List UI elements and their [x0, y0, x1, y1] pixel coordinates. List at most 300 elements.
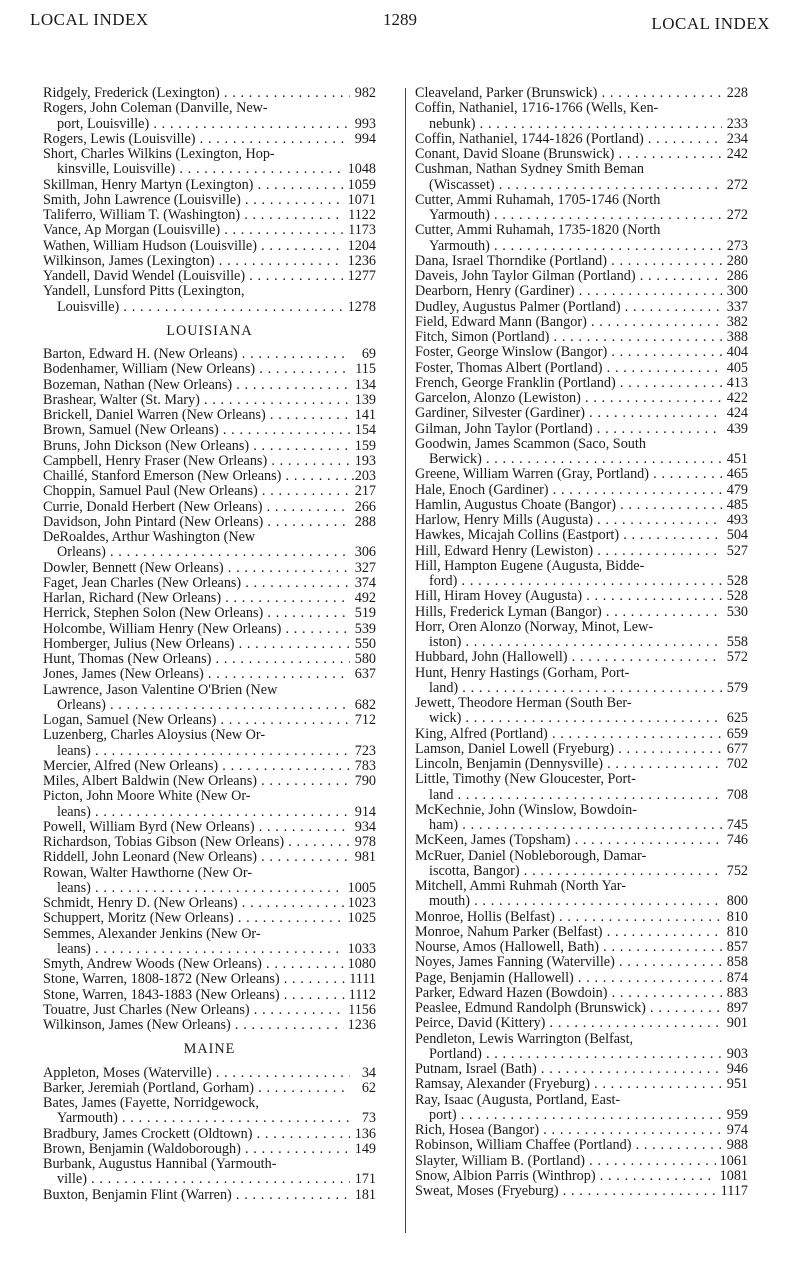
entry-name: Garcelon, Alonzo (Lewiston) . . . — [415, 391, 722, 406]
entry-line — [415, 208, 748, 223]
index-entry — [43, 683, 376, 714]
index-entry — [415, 132, 748, 147]
entry-line — [43, 744, 376, 759]
entry-line — [415, 818, 748, 833]
index-entry — [43, 147, 376, 178]
entry-line — [43, 86, 376, 101]
entry-page-number: 580 — [354, 651, 376, 667]
index-entry — [415, 284, 748, 299]
index-column-right — [415, 86, 748, 1199]
entry-name: Daveis, John Taylor Gilman (Portland) . . . — [415, 269, 722, 284]
entry-page-number: 579 — [726, 679, 748, 696]
entry-text-line: Lawrence, Jason Valentine O'Brien (New — [43, 681, 278, 698]
index-entry — [415, 193, 748, 224]
entry-line — [43, 439, 376, 454]
entry-line — [43, 805, 376, 820]
entry-page-number: 901 — [726, 1015, 748, 1032]
entry-text-line: Yandell, Lunsford Pitts (Lexington, — [43, 283, 245, 300]
index-entry — [415, 1016, 748, 1031]
entry-line — [43, 576, 376, 591]
entry-line — [415, 391, 748, 406]
entry-name: port, Louisville) . . . — [57, 117, 350, 132]
entry-name: Field, Edward Mann (Bangor) . . . — [415, 315, 722, 330]
index-entry — [43, 561, 376, 576]
entry-name: Orleans) . . . — [57, 698, 350, 713]
entry-line — [415, 467, 748, 482]
entry-page-number: 413 — [726, 374, 748, 391]
entry-line — [415, 1154, 748, 1169]
entry-line — [43, 162, 376, 177]
entry-name: Bodenhamer, William (New Orleans) . . . — [43, 362, 350, 377]
entry-name: Schuppert, Moritz (New Orleans) . . . — [43, 911, 344, 926]
entry-name: Barker, Jeremiah (Portland, Gorham) . . . — [43, 1081, 350, 1096]
entry-line — [415, 269, 748, 284]
index-entry — [415, 406, 748, 421]
entry-name: Brown, Benjamin (Waldoborough) . . . — [43, 1142, 350, 1157]
index-entry — [43, 667, 376, 682]
entry-line — [43, 820, 376, 835]
entry-name: Page, Benjamin (Hallowell) . . . — [415, 971, 722, 986]
entry-name: leans) . . . — [57, 942, 344, 957]
entry-line — [415, 971, 748, 986]
entry-line — [43, 774, 376, 789]
entry-page-number: 530 — [726, 603, 748, 620]
index-entry — [415, 559, 748, 590]
index-entry — [43, 896, 376, 911]
index-entry — [43, 606, 376, 621]
entry-name: Skillman, Henry Martyn (Lexington) . . . — [43, 178, 344, 193]
entry-line — [415, 452, 748, 467]
entry-page-number: 1156 — [348, 1001, 376, 1018]
index-entry — [43, 515, 376, 530]
entry-name: Brashear, Walter (St. Mary) . . . — [43, 393, 350, 408]
entry-page-number: 800 — [726, 893, 748, 910]
entry-page-number: 974 — [726, 1122, 748, 1138]
entry-name: Chaillé, Stanford Emerson (New Orleans) . . . — [43, 469, 347, 484]
entry-page-number: 266 — [354, 498, 376, 515]
entry-line — [415, 528, 748, 543]
entry-name: Lamson, Daniel Lowell (Fryeburg) . . . — [415, 742, 722, 757]
index-entry — [415, 223, 748, 254]
entry-text-line: Jewett, Theodore Herman (South Ber- — [415, 695, 632, 711]
index-entry — [43, 86, 376, 101]
entry-page-number: 62 — [361, 1079, 376, 1096]
entry-line — [415, 833, 748, 848]
entry-page-number: 154 — [354, 422, 376, 439]
index-entry — [43, 988, 376, 1003]
entry-page-number: 479 — [726, 481, 748, 498]
index-entry — [415, 345, 748, 360]
entry-name: Riddell, John Leonard (New Orleans) . . . — [43, 850, 350, 865]
state-heading: MAINE — [183, 1041, 236, 1058]
entry-text-line: Cushman, Nathan Sydney Smith Beman — [415, 161, 644, 178]
entry-line — [415, 86, 748, 101]
entry-page-number: 951 — [726, 1076, 748, 1093]
entry-line — [415, 727, 748, 742]
index-entry — [43, 850, 376, 865]
entry-name: Homberger, Julius (New Orleans) . . . — [43, 637, 350, 652]
entry-line — [415, 894, 748, 909]
index-entry — [415, 269, 748, 284]
entry-name: Hill, Edward Henry (Lewiston) . . . — [415, 544, 722, 559]
entry-name: Miles, Albert Baldwin (New Orleans) . . . — [43, 774, 350, 789]
entry-page-number: 280 — [726, 252, 748, 269]
entry-line — [43, 117, 376, 132]
index-entry — [415, 971, 748, 986]
entry-page-number: 857 — [726, 939, 748, 955]
entry-line — [415, 178, 748, 193]
entry-name: land . . . — [429, 788, 722, 803]
entry-name: Ramsay, Alexander (Fryeburg) . . . — [415, 1077, 722, 1092]
entry-line — [43, 1188, 376, 1203]
entry-name: Choppin, Samuel Paul (New Orleans) . . . — [43, 484, 350, 499]
entry-name: leans) . . . — [57, 744, 350, 759]
entry-name: Harlan, Richard (New Orleans) . . . — [43, 591, 350, 606]
entry-page-number: 424 — [726, 405, 748, 422]
entry-line — [43, 911, 376, 926]
entry-page-number: 465 — [726, 466, 748, 483]
index-entry — [415, 925, 748, 940]
entry-name: ford) . . . — [429, 574, 722, 589]
index-entry — [43, 1066, 376, 1081]
entry-page-number: 134 — [354, 376, 376, 393]
index-entry — [43, 652, 376, 667]
entry-name: Gardiner, Silvester (Gardiner) . . . — [415, 406, 722, 421]
entry-page-number: 115 — [355, 361, 376, 378]
entry-name: Slayter, William B. (Portland) . . . — [415, 1154, 716, 1169]
entry-name: Portland) . . . — [429, 1047, 722, 1062]
entry-line — [43, 850, 376, 865]
entry-page-number: 539 — [354, 620, 376, 637]
index-entry — [415, 254, 748, 269]
entry-name: Jones, James (New Orleans) . . . — [43, 667, 350, 682]
index-entry — [415, 1184, 748, 1199]
index-entry — [43, 178, 376, 193]
entry-name: Coffin, Nathaniel, 1744-1826 (Portland) . . . — [415, 132, 722, 147]
index-entry — [415, 1154, 748, 1169]
entry-name: Hamlin, Augustus Choate (Bangor) . . . — [415, 498, 722, 513]
entry-line — [43, 484, 376, 499]
entry-text-line: Cutter, Ammi Ruhamah, 1735-1820 (North — [415, 222, 661, 239]
entry-page-number: .203 — [351, 468, 376, 484]
entry-name: Wilkinson, James (Lexington) . . . — [43, 254, 344, 269]
entry-line — [415, 1062, 748, 1077]
entry-name: Robinson, William Chaffee (Portland) . . . — [415, 1138, 722, 1153]
entry-line — [415, 1138, 748, 1153]
index-entry — [43, 530, 376, 561]
entry-page-number: 790 — [354, 773, 376, 789]
entry-name: Peaslee, Edmund Randolph (Brunswick) . . . — [415, 1001, 722, 1016]
index-entry — [43, 378, 376, 393]
entry-line — [415, 605, 748, 620]
index-entry — [43, 1142, 376, 1157]
entry-page-number: 1173 — [348, 222, 376, 239]
entry-name: Stone, Warren, 1808-1872 (New Orleans) . . . — [43, 972, 345, 987]
entry-name: King, Alfred (Portland) . . . — [415, 727, 722, 742]
index-entry — [43, 469, 376, 484]
entry-name: Foster, George Winslow (Bangor) . . . — [415, 345, 722, 360]
index-entry — [43, 1096, 376, 1127]
entry-page-number: 327 — [354, 559, 376, 576]
index-entry — [415, 620, 748, 651]
entry-page-number: 1071 — [347, 191, 376, 208]
entry-page-number: 897 — [726, 1000, 748, 1016]
entry-name: mouth) . . . — [429, 894, 722, 909]
index-entry — [415, 483, 748, 498]
entry-page-number: 1080 — [347, 956, 376, 972]
entry-line — [415, 513, 748, 528]
entry-line — [415, 284, 748, 299]
entry-line — [43, 378, 376, 393]
entry-text-line: Luzenberg, Charles Aloysius (New Or- — [43, 727, 266, 744]
entry-line — [43, 1018, 376, 1033]
entry-line — [415, 681, 748, 696]
entry-name: Currie, Donald Herbert (New Orleans) . . . — [43, 500, 350, 515]
index-entry — [415, 101, 748, 132]
entry-page-number: 149 — [354, 1140, 376, 1157]
entry-name: Touatre, Just Charles (New Orleans) . . . — [43, 1003, 344, 1018]
entry-page-number: 193 — [354, 452, 376, 469]
index-entry — [43, 576, 376, 591]
entry-name: Bradbury, James Crockett (Oldtown) . . . — [43, 1127, 350, 1142]
entry-name: Harlow, Henry Mills (Augusta) . . . — [415, 513, 722, 528]
entry-line — [43, 469, 376, 484]
entry-page-number: 637 — [354, 666, 376, 683]
entry-name: Hunt, Thomas (New Orleans) . . . — [43, 652, 350, 667]
entry-line — [43, 942, 376, 957]
entry-page-number: 300 — [726, 283, 748, 300]
index-entry — [43, 500, 376, 515]
index-entry — [43, 774, 376, 789]
index-entry — [415, 1077, 748, 1092]
entry-line — [43, 667, 376, 682]
entry-page-number: 810 — [726, 908, 748, 925]
entry-name: McKeen, James (Topsham) . . . — [415, 833, 722, 848]
index-entry — [415, 1123, 748, 1138]
index-entry — [43, 193, 376, 208]
index-entry — [415, 162, 748, 193]
index-entry — [43, 239, 376, 254]
entry-name: Dudley, Augustus Palmer (Portland) . . . — [415, 300, 722, 315]
entry-page-number: 708 — [726, 786, 748, 803]
entry-page-number: 783 — [354, 757, 376, 774]
index-entry — [415, 315, 748, 330]
index-entry — [415, 361, 748, 376]
entry-page-number: 422 — [726, 390, 748, 406]
index-entry — [415, 757, 748, 772]
entry-page-number: 1005 — [347, 879, 376, 896]
entry-name: Wathen, William Hudson (Louisville) . . . — [43, 239, 344, 254]
column-divider — [405, 88, 406, 1233]
entry-name: Berwick) . . . — [429, 452, 722, 467]
index-entry — [415, 1169, 748, 1184]
entry-page-number: 914 — [354, 803, 376, 820]
entry-page-number: 1059 — [347, 176, 376, 193]
index-entry — [415, 879, 748, 910]
index-entry — [43, 637, 376, 652]
entry-name: Campbell, Henry Fraser (New Orleans) . . . — [43, 454, 350, 469]
entry-name: Rogers, Lewis (Louisville) . . . — [43, 132, 350, 147]
entry-line — [415, 925, 748, 940]
entry-name: Vance, Ap Morgan (Louisville) . . . — [43, 223, 344, 238]
entry-name: Logan, Samuel (New Orleans) . . . — [43, 713, 350, 728]
entry-name: Cleaveland, Parker (Brunswick) . . . — [415, 86, 722, 101]
index-entry — [415, 498, 748, 513]
index-entry — [43, 1003, 376, 1018]
index-entry — [43, 1081, 376, 1096]
entry-line — [415, 635, 748, 650]
entry-page-number: 405 — [726, 359, 748, 376]
entry-line — [43, 561, 376, 576]
index-entry — [43, 408, 376, 423]
index-entry — [415, 727, 748, 742]
entry-name: Smyth, Andrew Woods (New Orleans) . . . — [43, 957, 344, 972]
entry-name: Louisville) . . . — [57, 300, 344, 315]
entry-page-number: 217 — [354, 483, 376, 500]
entry-page-number: 485 — [726, 496, 748, 513]
index-entry — [415, 391, 748, 406]
entry-text-line: Horr, Oren Alonzo (Norway, Minot, Lew- — [415, 618, 654, 635]
entry-text-line: Little, Timothy (New Gloucester, Port- — [415, 771, 636, 788]
index-entry — [43, 820, 376, 835]
entry-line — [43, 132, 376, 147]
entry-line — [415, 955, 748, 970]
entry-text-line: DeRoaldes, Arthur Washington (New — [43, 529, 256, 545]
entry-line — [43, 393, 376, 408]
entry-name: Herrick, Stephen Solon (New Orleans) . . . — [43, 606, 350, 621]
index-entry — [43, 957, 376, 972]
entry-page-number: 1204 — [347, 237, 376, 254]
entry-page-number: 272 — [726, 207, 748, 223]
entry-page-number: 1033 — [347, 940, 376, 957]
entry-page-number: 1278 — [347, 298, 376, 315]
entry-page-number: 682 — [354, 696, 376, 713]
entry-page-number: 659 — [726, 725, 748, 742]
entry-line — [415, 757, 748, 772]
entry-page-number: 234 — [726, 130, 748, 147]
entry-page-number: 493 — [726, 512, 748, 528]
entry-text-line: Short, Charles Wilkins (Lexington, Hop- — [43, 146, 275, 162]
entry-text-line: Hunt, Henry Hastings (Gorham, Port- — [415, 664, 630, 681]
entry-page-number: 712 — [354, 712, 376, 728]
index-entry — [415, 1093, 748, 1124]
entry-name: Richardson, Tobias Gibson (New Orleans) . . . — [43, 835, 350, 850]
index-entry — [415, 803, 748, 834]
entry-page-number: 1023 — [347, 895, 376, 911]
entry-page-number: 181 — [354, 1186, 376, 1203]
entry-page-number: 1025 — [347, 910, 376, 927]
index-entry — [415, 86, 748, 101]
entry-name: Conant, David Sloane (Brunswick) . . . — [415, 147, 722, 162]
entry-line — [43, 239, 376, 254]
entry-name: Ridgely, Frederick (Lexington) . . . — [43, 86, 350, 101]
entry-line — [415, 1184, 748, 1199]
entry-line — [43, 500, 376, 515]
entry-line — [415, 147, 748, 162]
entry-name: Yarmouth) . . . — [429, 239, 722, 254]
entry-text-line: Goodwin, James Scammon (Saco, South — [415, 435, 646, 452]
entry-line — [43, 362, 376, 377]
index-entry — [43, 132, 376, 147]
entry-name: Hubbard, John (Hallowell) . . . — [415, 650, 722, 665]
entry-name: Buxton, Benjamin Flint (Warren) . . . — [43, 1188, 350, 1203]
entry-name: Yarmouth) . . . — [57, 1111, 350, 1126]
index-entry — [415, 467, 748, 482]
index-entry — [415, 330, 748, 345]
entry-line — [43, 606, 376, 621]
entry-page-number: 519 — [354, 605, 376, 622]
entry-name: Nourse, Amos (Hallowell, Bath) . . . — [415, 940, 722, 955]
entry-name: Orleans) . . . — [57, 545, 350, 560]
entry-page-number: 286 — [726, 268, 748, 284]
entry-line — [43, 545, 376, 560]
index-entry — [43, 927, 376, 958]
entry-name: ham) . . . — [429, 818, 722, 833]
entry-page-number: 272 — [726, 176, 748, 193]
index-entry — [43, 713, 376, 728]
entry-name: Monroe, Hollis (Belfast) . . . — [415, 910, 722, 925]
entry-line — [415, 1016, 748, 1031]
entry-name: kinsville, Louisville) . . . — [57, 162, 344, 177]
entry-name: Brown, Samuel (New Orleans) . . . — [43, 423, 350, 438]
entry-line — [415, 361, 748, 376]
entry-name: Noyes, James Fanning (Waterville) . . . — [415, 955, 722, 970]
entry-text-line: Hill, Hampton Eugene (Augusta, Bidde- — [415, 557, 645, 574]
entry-line — [43, 454, 376, 469]
entry-line — [43, 1142, 376, 1157]
index-entry — [415, 605, 748, 620]
index-entry — [43, 866, 376, 897]
entry-line — [43, 347, 376, 362]
index-entry — [43, 911, 376, 926]
entry-page-number: 1117 — [720, 1183, 748, 1199]
entry-name: Davidson, John Pintard (New Orleans) . . . — [43, 515, 350, 530]
entry-line — [415, 345, 748, 360]
entry-page-number: 1081 — [719, 1167, 748, 1184]
index-entry — [415, 300, 748, 315]
index-entry — [415, 833, 748, 848]
entry-name: Lincoln, Benjamin (Dennysville) . . . — [415, 757, 722, 772]
index-entry — [415, 544, 748, 559]
entry-line — [43, 300, 376, 315]
entry-page-number: 946 — [726, 1061, 748, 1077]
entry-line — [43, 178, 376, 193]
entry-page-number: 492 — [354, 590, 376, 606]
entry-page-number: 73 — [361, 1110, 376, 1127]
entry-text-line: Rogers, John Coleman (Danville, New- — [43, 100, 268, 117]
entry-line — [415, 300, 748, 315]
index-entry — [43, 484, 376, 499]
entry-line — [415, 254, 748, 269]
entry-line — [415, 742, 748, 757]
entry-text-line: Semmes, Alexander Jenkins (New Or- — [43, 925, 261, 942]
entry-page-number: 1112 — [348, 986, 376, 1003]
entry-name: Taliferro, William T. (Washington) . . . — [43, 208, 344, 223]
entry-page-number: 388 — [726, 329, 748, 345]
entry-name: Hawkes, Micajah Collins (Eastport) . . . — [415, 528, 722, 543]
entry-text-line: Pendleton, Lewis Warrington (Belfast, — [415, 1030, 634, 1047]
entry-line — [43, 835, 376, 850]
entry-line — [415, 239, 748, 254]
entry-name: Bruns, John Dickson (New Orleans) . . . — [43, 439, 350, 454]
index-entry — [43, 454, 376, 469]
entry-name: Holcombe, William Henry (New Orleans) . . . — [43, 622, 350, 637]
entry-page-number: 677 — [726, 740, 748, 757]
entry-name: French, George Franklin (Portland) . . . — [415, 376, 722, 391]
entry-text-line: Mitchell, Ammi Ruhmah (North Yar- — [415, 878, 626, 894]
entry-name: Sweat, Moses (Fryeburg) . . . — [415, 1184, 717, 1199]
entry-name: ville) . . . — [57, 1172, 350, 1187]
